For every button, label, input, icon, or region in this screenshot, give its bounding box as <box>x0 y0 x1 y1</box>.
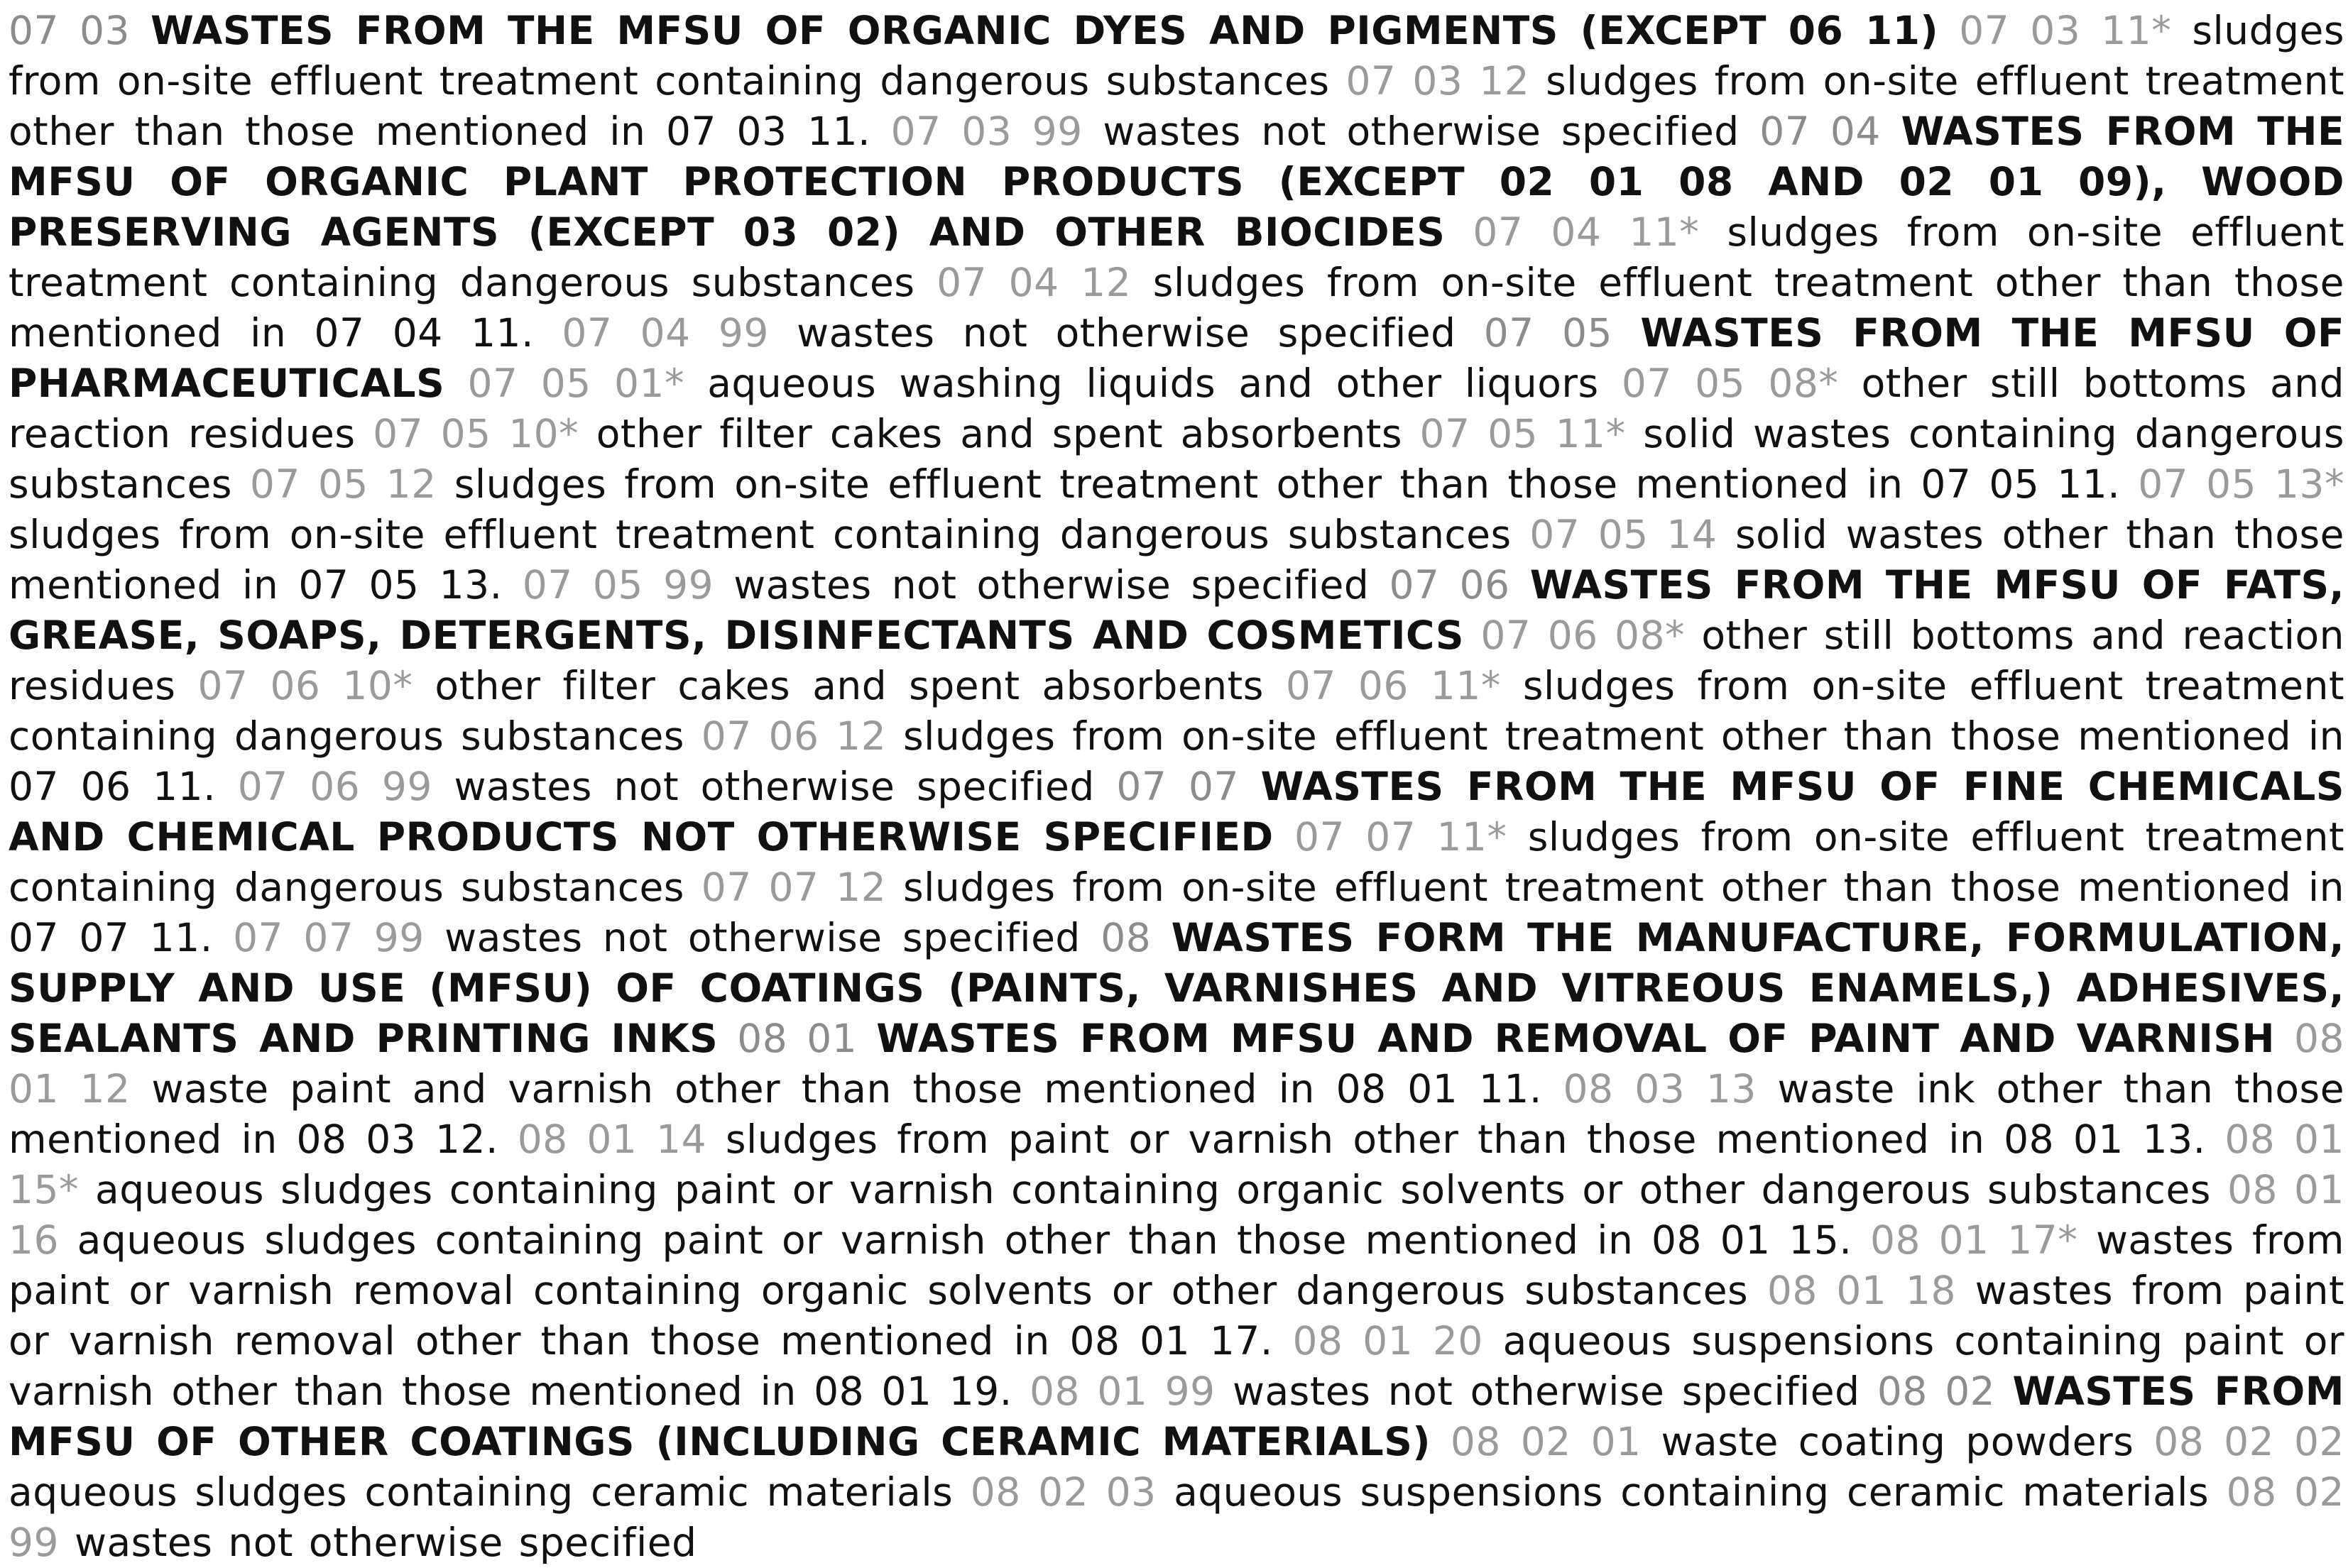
waste-description: wastes not otherwise specified <box>797 310 1456 356</box>
section-heading: WASTES FROM MFSU OF OTHER COATINGS (INCLUDING CERAMIC MATERIALS) <box>9 1369 2344 1464</box>
waste-code: 08 03 13 <box>1563 1066 1757 1112</box>
waste-description: sludges from on-site effluent treatment other than those mentioned in 07 07 11. <box>9 865 2344 960</box>
waste-code: 07 07 99 <box>233 915 425 960</box>
section-heading: WASTES FROM THE MFSU OF ORGANIC PLANT PROTECTION PRODUCTS (EXCEPT 02 01 08 AND 02 01 09), WOOD PRESERVING AGENTS (EXCEPT 03 02) AND OTHER BIOCIDES <box>9 109 2344 255</box>
waste-code: 07 05 99 <box>522 562 714 608</box>
waste-description: wastes not otherwise specified <box>1232 1369 1860 1414</box>
waste-description: wastes not otherwise specified <box>74 1520 697 1564</box>
waste-description: wastes not otherwise specified <box>1103 109 1740 154</box>
waste-description: wastes from paint or varnish removal other than those mentioned in 08 01 17. <box>9 1268 2344 1364</box>
waste-description: sludges from on-site effluent treatment other than those mentioned in 07 06 11. <box>9 713 2344 809</box>
section-heading: WASTES FROM THE MFSU OF PHARMACEUTICALS <box>9 310 2344 406</box>
waste-description: aqueous sludges containing ceramic materials <box>9 1469 954 1515</box>
waste-code: 07 03 99 <box>890 109 1083 154</box>
waste-code: 08 01 16 <box>9 1167 2344 1263</box>
waste-description: aqueous suspensions containing ceramic materials <box>1174 1469 2210 1515</box>
waste-description: aqueous washing liquids and other liquors <box>707 361 1599 406</box>
waste-description: waste paint and varnish other than those mentioned in 08 01 11. <box>151 1066 1542 1112</box>
section-heading: WASTES FROM THE MFSU OF FATS, GREASE, SOAPS, DETERGENTS, DISINFECTANTS AND COSMETICS <box>9 562 2344 658</box>
waste-code: 07 06 12 <box>701 713 887 759</box>
waste-code: 07 05 11* <box>1419 411 1626 456</box>
waste-code: 07 05 10* <box>373 411 579 456</box>
waste-description: sludges from on-site effluent treatment other than those mentioned in 07 04 11. <box>9 260 2344 356</box>
waste-code: 07 06 08* <box>1480 613 1686 658</box>
waste-code: 07 04 12 <box>937 260 1132 305</box>
waste-description: wastes not otherwise specified <box>444 915 1081 960</box>
section-code: 07 04 <box>1759 109 1881 154</box>
waste-description: sludges from on-site effluent treatment containing dangerous substances <box>9 663 2344 759</box>
waste-code: 07 06 10* <box>197 663 413 708</box>
waste-description: sludges from on-site effluent treatment containing dangerous substances <box>9 512 1512 557</box>
waste-code: 07 05 01* <box>467 361 684 406</box>
section-code: 08 02 <box>1877 1369 1996 1414</box>
waste-code: 08 01 20 <box>1292 1318 1483 1364</box>
waste-code: 07 07 11* <box>1294 814 1507 860</box>
waste-description: sludges from on-site effluent treatment containing dangerous substances <box>9 814 2344 910</box>
waste-code: 07 05 08* <box>1621 361 1839 406</box>
waste-code: 08 01 18 <box>1767 1268 1956 1313</box>
waste-description: sludges from on-site effluent treatment containing dangerous substances <box>9 8 2344 104</box>
section-heading: WASTES FROM MFSU AND REMOVAL OF PAINT AND VARNISH <box>876 1016 2275 1061</box>
waste-description: wastes not otherwise specified <box>454 764 1095 809</box>
waste-code: 07 04 99 <box>562 310 769 356</box>
waste-code: 07 06 99 <box>237 764 432 809</box>
waste-code: 07 04 11* <box>1473 209 1700 255</box>
waste-code: 08 02 99 <box>9 1469 2344 1564</box>
waste-code: 08 01 15* <box>9 1117 2344 1212</box>
waste-code: 07 05 13* <box>2138 461 2344 507</box>
section-code: 07 07 <box>1116 764 1239 809</box>
waste-code: 07 03 12 <box>1345 58 1530 104</box>
section-heading: WASTES FORM THE MANUFACTURE, FORMULATION, SUPPLY AND USE (MFSU) OF COATINGS (PAINTS, VARNISHES AND VITREOUS ENAMELS,) ADHESIVES, SEALANTS AND PRINTING INKS <box>9 915 2344 1061</box>
waste-description: waste coating powders <box>1661 1419 2134 1464</box>
waste-description: wastes not otherwise specified <box>733 562 1370 608</box>
waste-description: solid wastes containing dangerous substances <box>9 411 2344 507</box>
waste-description: other filter cakes and spent absorbents <box>435 663 1264 708</box>
waste-code: 07 07 12 <box>701 865 887 910</box>
section-heading: WASTES FROM THE MFSU OF ORGANIC DYES AND PIGMENTS (EXCEPT 06 11) <box>151 8 1939 53</box>
waste-description: waste ink other than those mentioned in 08 03 12. <box>9 1066 2344 1162</box>
section-code: 08 <box>1101 915 1152 960</box>
section-code: 07 03 <box>9 8 131 53</box>
waste-description: other still bottoms and reaction residues <box>9 361 2344 456</box>
waste-code: 08 01 14 <box>517 1117 707 1162</box>
waste-code: 07 03 11* <box>1959 8 2172 53</box>
waste-description: aqueous sludges containing paint or varnish other than those mentioned in 08 01 15. <box>77 1217 1852 1263</box>
section-code: 07 06 <box>1389 562 1510 608</box>
section-code: 07 05 <box>1483 310 1613 356</box>
waste-description: sludges from on-site effluent treatment other than those mentioned in 07 03 11. <box>9 58 2344 154</box>
waste-description: other filter cakes and spent absorbents <box>596 411 1402 456</box>
waste-description: wastes from paint or varnish removal containing organic solvents or other dangerous substances <box>9 1217 2344 1313</box>
waste-description: sludges from paint or varnish other than those mentioned in 08 01 13. <box>725 1117 2206 1162</box>
waste-code: 08 01 17* <box>1869 1217 2078 1263</box>
waste-description: solid wastes other than those mentioned in 07 05 13. <box>9 512 2344 608</box>
document-page <box>9 6 2344 1564</box>
section-code: 08 01 <box>737 1016 858 1061</box>
waste-code: 08 02 03 <box>970 1469 1157 1515</box>
waste-catalogue-text <box>9 6 2344 1564</box>
waste-description: sludges from on-site effluent treatment containing dangerous substances <box>9 209 2344 305</box>
waste-code: 08 02 02 <box>2153 1419 2344 1464</box>
waste-code: 08 02 01 <box>1450 1419 1642 1464</box>
section-heading: WASTES FROM THE MFSU OF FINE CHEMICALS AND CHEMICAL PRODUCTS NOT OTHERWISE SPECIFIED <box>9 764 2344 860</box>
waste-code: 07 05 14 <box>1529 512 1718 557</box>
waste-description: aqueous suspensions containing paint or varnish other than those mentioned in 08 01 19. <box>9 1318 2344 1414</box>
waste-code: 08 01 12 <box>9 1016 2344 1112</box>
waste-code: 07 05 12 <box>249 461 437 507</box>
waste-description: other still bottoms and reaction residues <box>9 613 2344 708</box>
waste-description: sludges from on-site effluent treatment other than those mentioned in 07 05 11. <box>454 461 2121 507</box>
waste-description: aqueous sludges containing paint or varnish containing organic solvents or other dangerous substances <box>95 1167 2211 1212</box>
waste-code: 07 06 11* <box>1285 663 1501 708</box>
waste-code: 08 01 99 <box>1030 1369 1216 1414</box>
